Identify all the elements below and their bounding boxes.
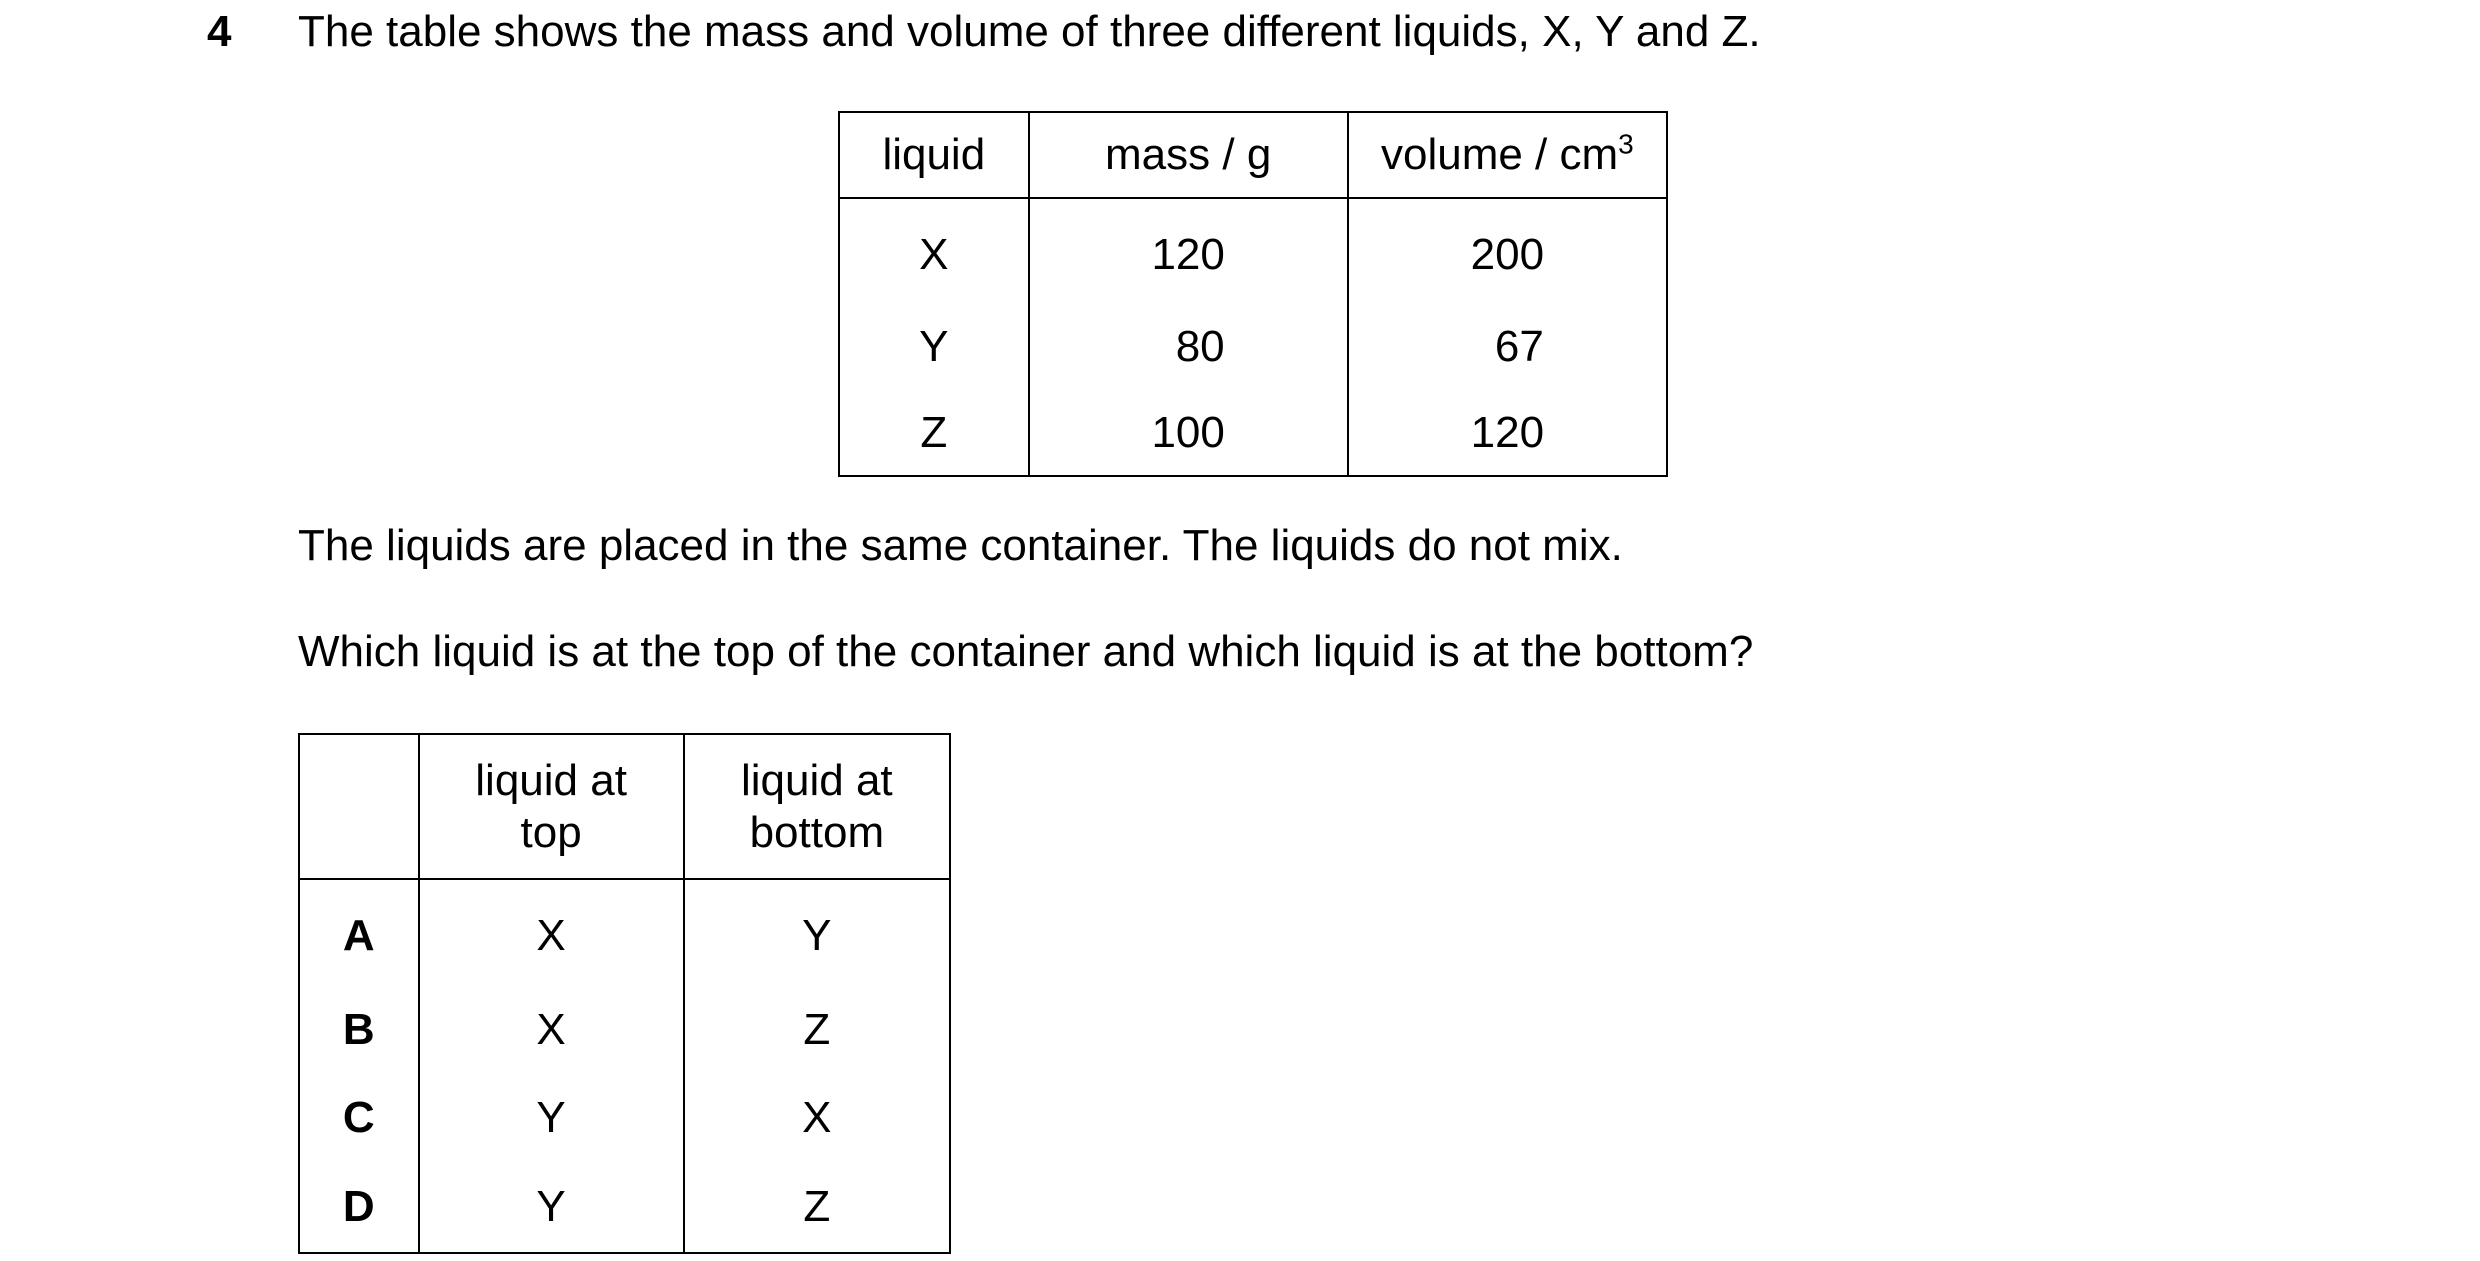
option-key[interactable]: B	[299, 986, 419, 1074]
option-bottom-liquid: Y	[684, 879, 950, 986]
liquid-name: Z	[839, 391, 1029, 476]
liquid-mass-value: 80	[1175, 322, 1225, 371]
liquid-name: Y	[839, 303, 1029, 391]
header-liquid: liquid	[839, 112, 1029, 198]
header-top-line1: liquid at	[475, 755, 627, 805]
liquids-data-table	[838, 111, 1668, 477]
liquid-mass	[1029, 303, 1348, 391]
liquid-mass: 100	[1029, 391, 1348, 476]
header-volume-superscript: 3	[1618, 128, 1634, 160]
option-row-b[interactable]	[299, 986, 950, 1074]
table-row	[839, 303, 1667, 391]
option-key[interactable]: A	[299, 879, 419, 986]
liquid-volume: 120	[1348, 391, 1667, 476]
question-intro: The table shows the mass and volume of three different liquids, X, Y and Z.	[298, 7, 1761, 56]
liquid-mass: 120	[1029, 198, 1348, 303]
header-liquid-at-bottom	[684, 734, 950, 879]
option-bottom-liquid: Z	[684, 1162, 950, 1253]
option-top-liquid: X	[419, 986, 684, 1074]
header-liquid-at-top	[419, 734, 684, 879]
header-top-line2: top	[520, 807, 582, 857]
question-statement: The liquids are placed in the same container. The liquids do not mix.	[298, 521, 1623, 570]
table-row	[839, 198, 1667, 303]
answer-options-table	[298, 733, 951, 1254]
option-row-a[interactable]	[299, 879, 950, 986]
option-row-c[interactable]	[299, 1074, 950, 1162]
liquid-volume	[1348, 303, 1667, 391]
liquid-volume-value: 67	[1494, 322, 1544, 371]
option-top-liquid: Y	[419, 1074, 684, 1162]
question-prompt: Which liquid is at the top of the container and which liquid is at the bottom?	[298, 627, 1754, 676]
header-volume-text: volume / cm	[1380, 130, 1619, 179]
option-top-liquid: Y	[419, 1162, 684, 1253]
data-table-header-row	[839, 112, 1667, 198]
option-row-d[interactable]	[299, 1162, 950, 1253]
option-key[interactable]: D	[299, 1162, 419, 1253]
table-row	[839, 391, 1667, 476]
options-header-blank	[299, 734, 419, 879]
header-bottom-line2: bottom	[749, 807, 885, 857]
liquid-name: X	[839, 198, 1029, 303]
liquid-volume: 200	[1348, 198, 1667, 303]
option-top-liquid: X	[419, 879, 684, 986]
option-bottom-liquid: X	[684, 1074, 950, 1162]
option-key[interactable]: C	[299, 1074, 419, 1162]
option-bottom-liquid: Z	[684, 986, 950, 1074]
options-header-row	[299, 734, 950, 879]
header-bottom-line1: liquid at	[741, 755, 893, 805]
question-number: 4	[207, 7, 232, 56]
header-mass: mass / g	[1029, 112, 1348, 198]
header-volume	[1348, 112, 1667, 198]
